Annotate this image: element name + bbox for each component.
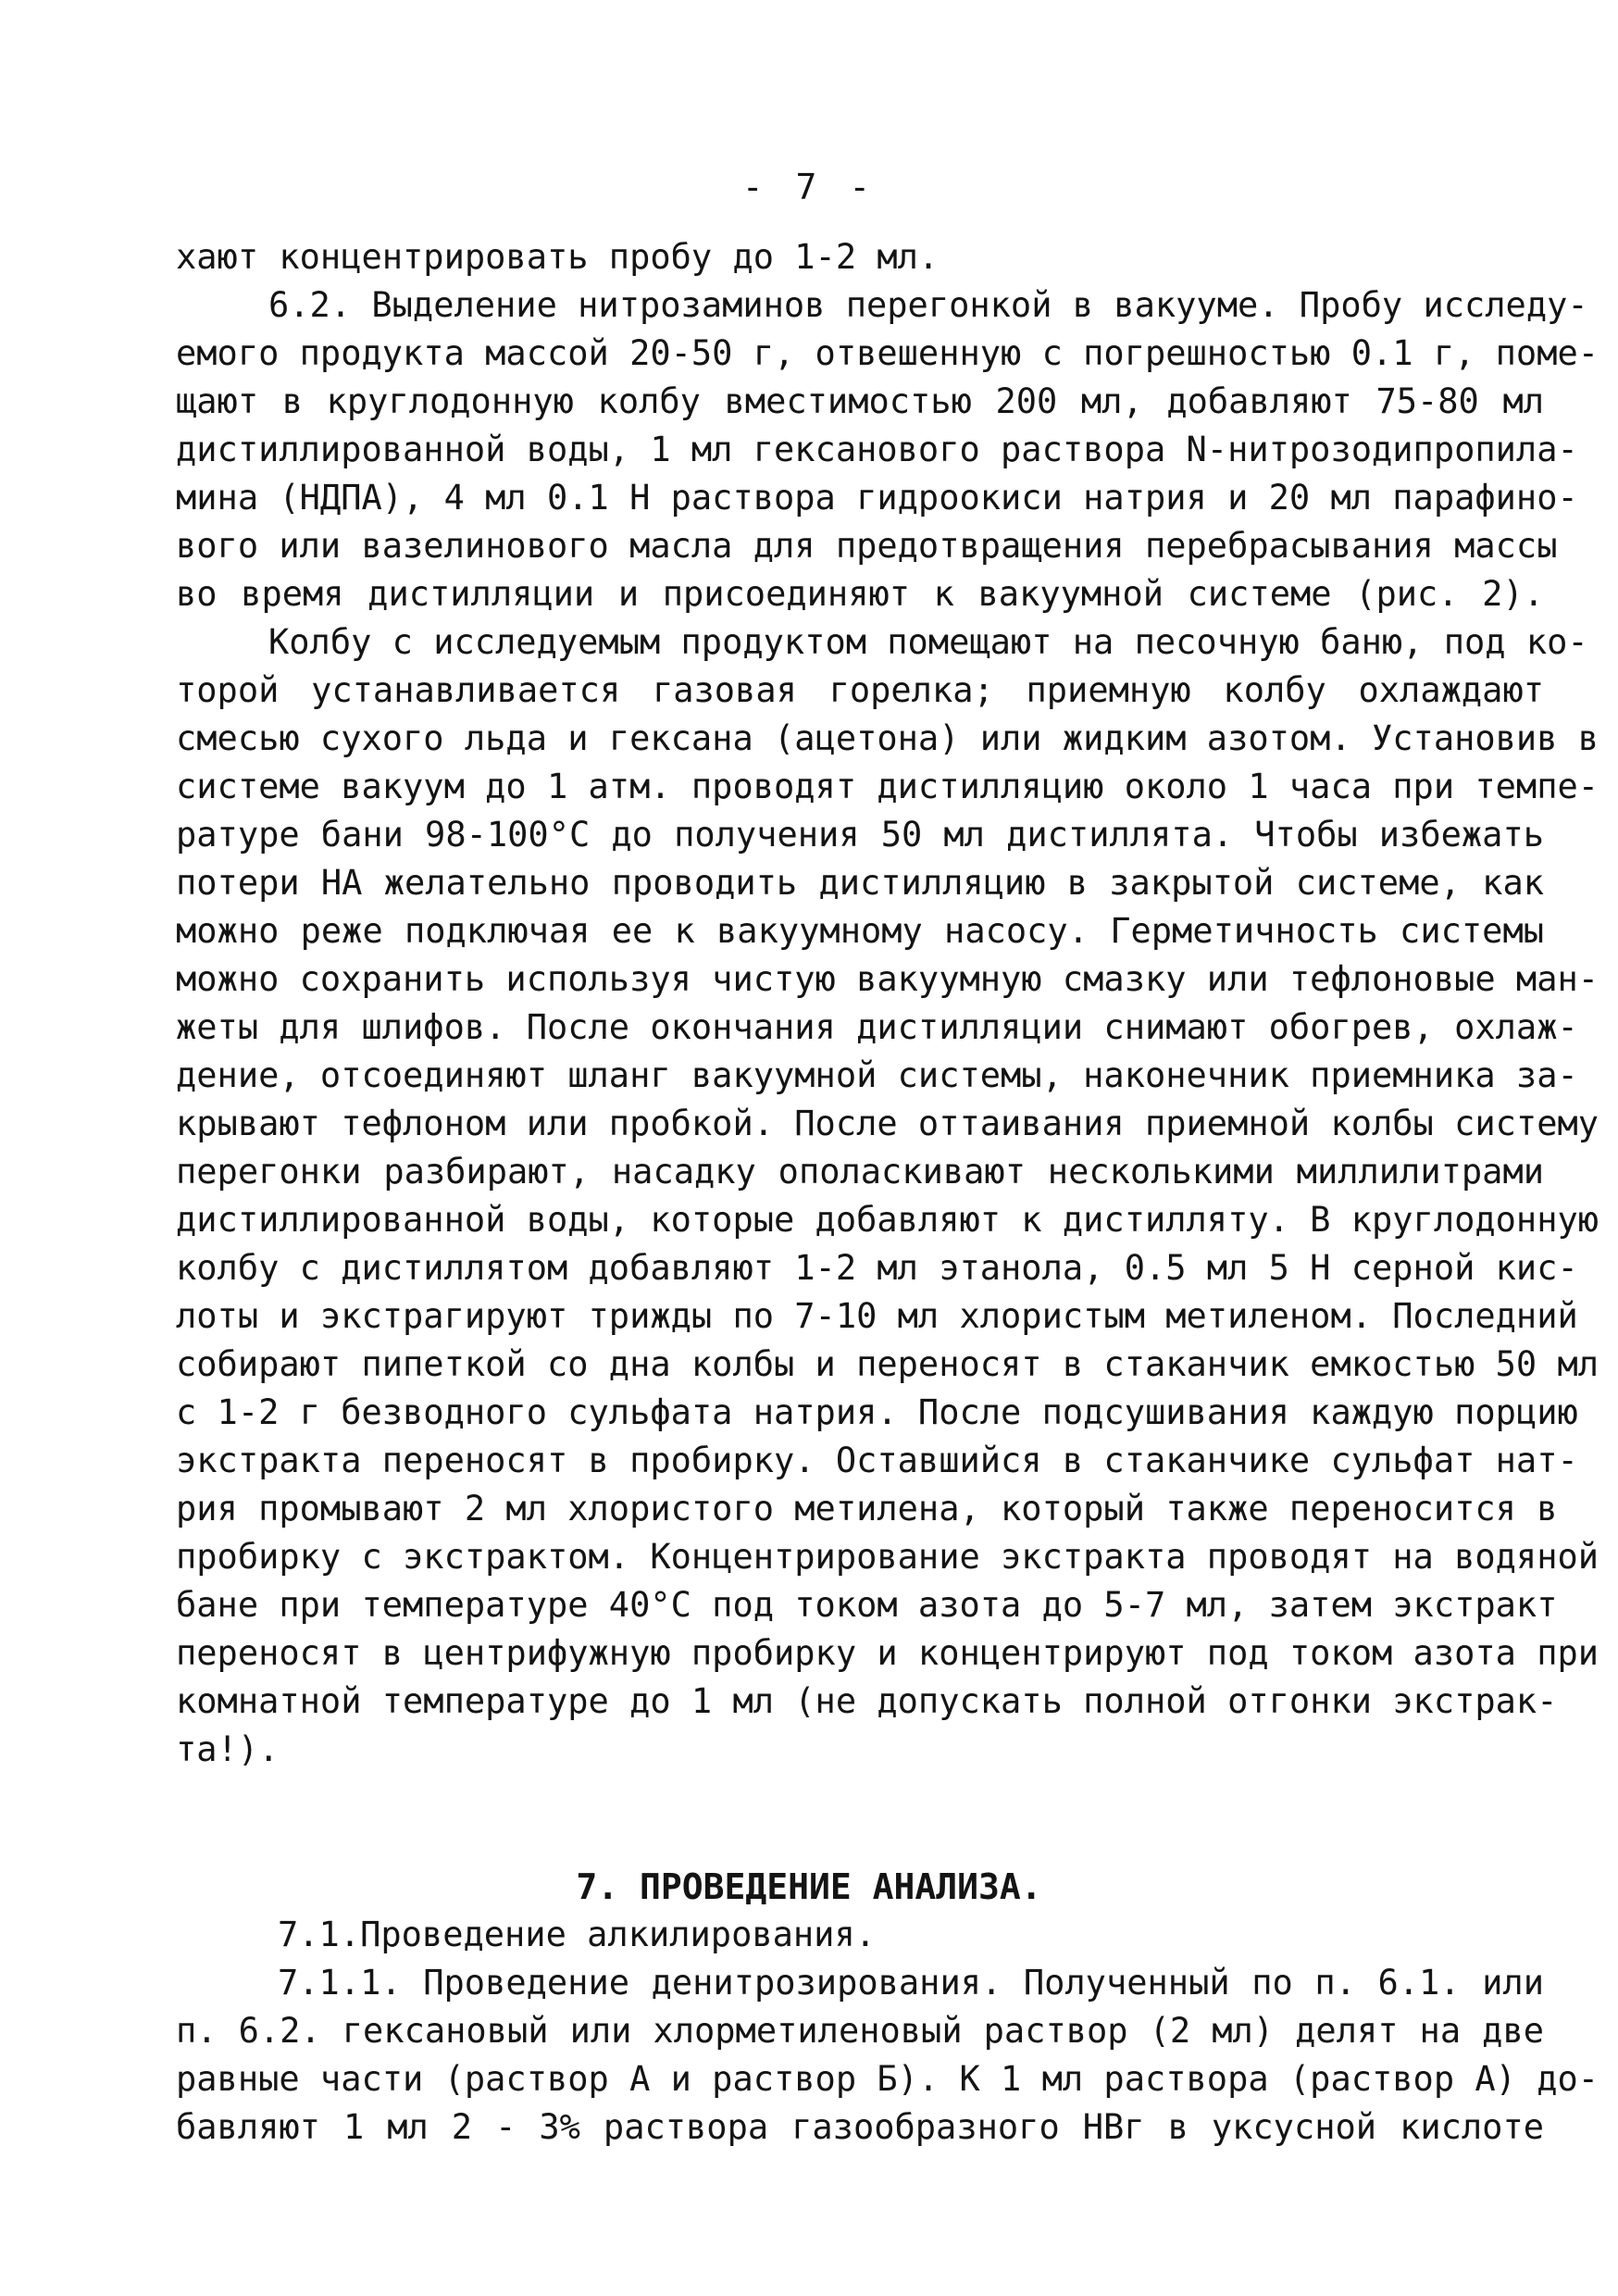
text-line: вого или вазелинового масла для предотвращения перебрасывания массы <box>176 526 1558 566</box>
text-line: дистиллированной воды, 1 мл гексанового раствора N-нитрозодипропила- <box>176 430 1578 469</box>
text-line: торой устанавливается газовая горелка; приемную колбу охлаждают <box>176 670 1544 710</box>
text-line: 6.2. Выделение нитрозаминов перегонкой в вакууме. Пробу исследу- <box>268 285 1588 325</box>
text-line: щают в круглодонную колбу вместимостью 200 мл, добавляют 75-80 мл <box>176 381 1544 421</box>
text-line: бане при температуре 40°С под током азота до 5-7 мл, затем экстракт <box>176 1585 1558 1625</box>
text-line: емого продукта массой 20-50 г, отвешенную с погрешностью 0.1 г, поме- <box>176 333 1599 373</box>
text-line: дение, отсоединяют шланг вакуумной системы, наконечник приемника за- <box>176 1055 1578 1095</box>
text-line: крывают тефлоном или пробкой. После оттаивания приемной колбы систему <box>176 1104 1599 1143</box>
text-line: равные части (раствор А и раствор Б). К 1 мл раствора (раствор А) до- <box>176 2059 1599 2099</box>
text-line: переносят в центрифужную пробирку и концентрируют под током азота при <box>176 1633 1599 1673</box>
text-line: Колбу с исследуемым продуктом помещают на песочную баню, под ко- <box>268 622 1588 662</box>
text-line: смесью сухого льда и гексана (ацетона) или жидким азотом. Установив в <box>176 718 1599 758</box>
text-line: собирают пипеткой со дна колбы и переносят в стаканчик емкостью 50 мл <box>176 1344 1599 1384</box>
text-line: можно реже подключая ее к вакуумному насосу. Герметичность системы <box>176 911 1544 951</box>
text-line: лоты и экстрагируют трижды по 7-10 мл хлористым метиленом. Последний <box>176 1296 1578 1336</box>
text-line: жеты для шлифов. После окончания дистилляции снимают обогрев, охлаж- <box>176 1007 1578 1047</box>
text-line: п. 6.2. гексановый или хлорметиленовый раствор (2 мл) делят на две <box>176 2011 1544 2051</box>
text-line: пробирку с экстрактом. Концентрирование экстракта проводят на водяной <box>176 1537 1599 1577</box>
text-line: хают концентрировать пробу до 1-2 мл. <box>176 237 940 277</box>
text-line: системе вакуум до 1 атм. проводят дистилляцию около 1 часа при темпе- <box>176 767 1599 806</box>
subsection-heading: 7.1.Проведение алкилирования. <box>278 1915 877 1954</box>
text-line: потери НА желательно проводить дистилляцию в закрытой системе, как <box>176 863 1544 903</box>
text-line: бавляют 1 мл 2 - 3% раствора газообразного НВг в уксусной кислоте <box>176 2107 1544 2147</box>
text-line: та!). <box>176 1729 280 1769</box>
text-line: экстракта переносят в пробирку. Оставшийся в стаканчике сульфат нат- <box>176 1441 1578 1480</box>
text-line: дистиллированной воды, которые добавляют к дистилляту. В круглодонную <box>176 1200 1599 1240</box>
text-line: комнатной температуре до 1 мл (не допускать полной отгонки экстрак- <box>176 1681 1558 1721</box>
text-line: 7.1.1. Проведение денитрозирования. Полученный по п. 6.1. или <box>278 1963 1544 2003</box>
text-line: можно сохранить используя чистую вакуумную смазку или тефлоновые ман- <box>176 959 1599 999</box>
text-line: перегонки разбирают, насадку ополаскивают несколькими миллилитрами <box>176 1152 1544 1192</box>
text-line: во время дистилляции и присоединяют к вакуумной системе (рис. 2). <box>176 574 1544 614</box>
text-line: рия промывают 2 мл хлористого метилена, который также переносится в <box>176 1489 1558 1529</box>
text-line: колбу с дистиллятом добавляют 1-2 мл этанола, 0.5 мл 5 Н серной кис- <box>176 1248 1578 1288</box>
text-line: с 1-2 г безводного сульфата натрия. После подсушивания каждую порцию <box>176 1392 1578 1432</box>
text-line: ратуре бани 98-100°С до получения 50 мл дистиллята. Чтобы избежать <box>176 815 1544 855</box>
text-line: мина (НДПА), 4 мл 0.1 Н раствора гидроокиси натрия и 20 мл парафино- <box>176 478 1578 518</box>
section-heading: 7. ПРОВЕДЕНИЕ АНАЛИЗА. <box>576 1866 1042 1907</box>
page-number: - 7 - <box>741 167 877 207</box>
